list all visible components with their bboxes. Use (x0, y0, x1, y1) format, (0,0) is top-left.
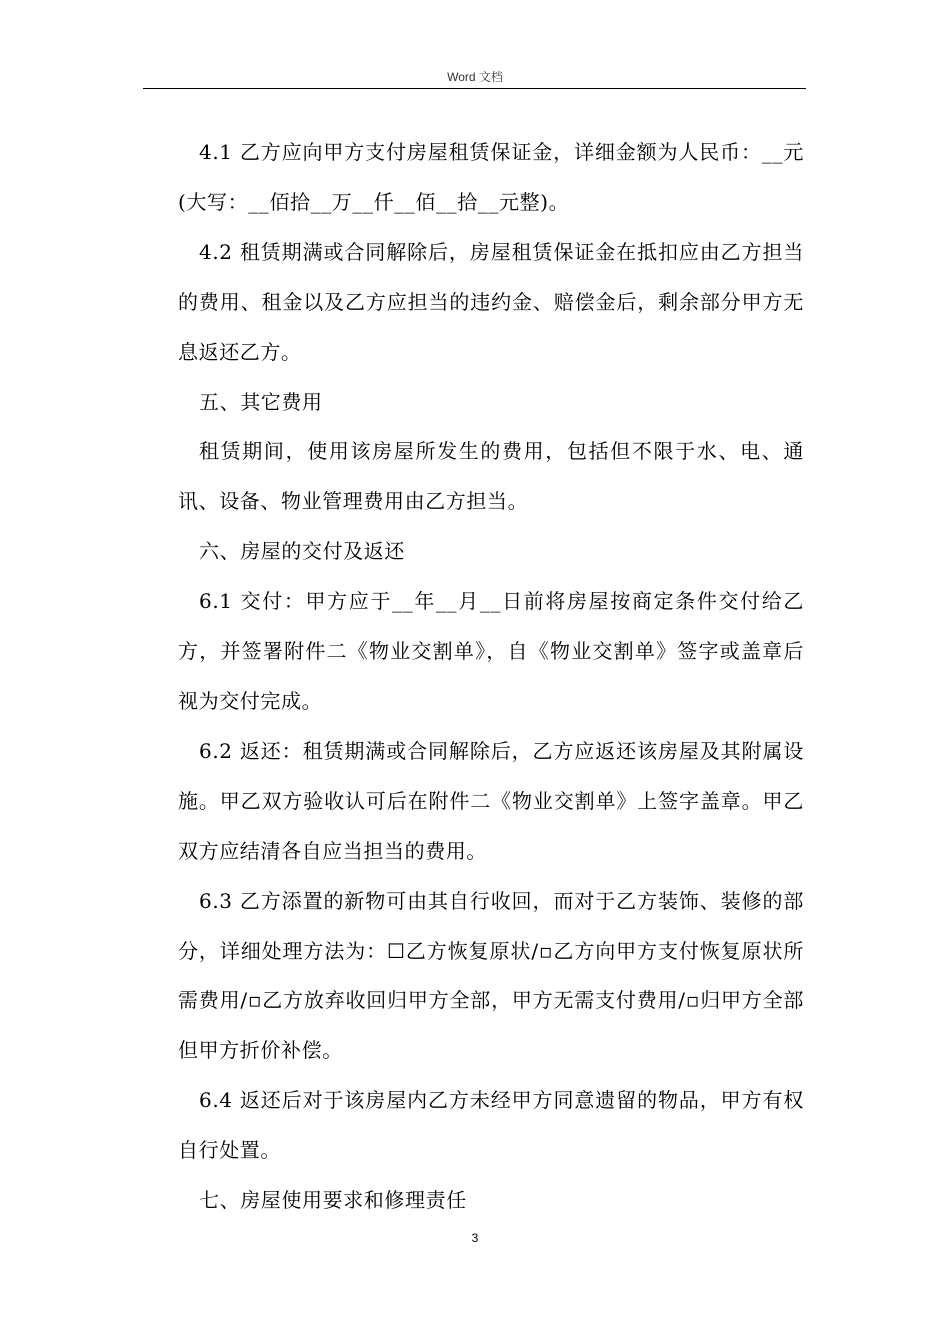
page-header-title: Word 文档 (447, 70, 503, 84)
clause-6-4: 6.4 返还后对于该房屋内乙方未经甲方同意遗留的物品，甲方有权自行处置。 (178, 1088, 804, 1163)
header-divider (143, 88, 806, 89)
clause-6-1: 6.1 交付：甲方应于__年__月__日前将房屋按商定条件交付给乙方，并签署附件二《物业交割单》，自《物业交割单》签字或盖章后视为交付完成。 (178, 589, 804, 713)
document-body (178, 128, 804, 1226)
clause-4-2: 4.2 租赁期满或合同解除后，房屋租赁保证金在抵扣应由乙方担当的费用、租金以及乙方应担当的违约金、赔偿金后，剩余部分甲方无息返还乙方。 (178, 239, 804, 364)
section-heading-7: 七、房屋使用要求和修理责任 (199, 1188, 467, 1213)
section-heading-6: 六、房屋的交付及返还 (199, 539, 405, 564)
clause-6-2: 6.2 返还：租赁期满或合同解除后，乙方应返还该房屋及其附属设施。甲乙双方验收认可后在附件二《物业交割单》上签字盖章。甲乙双方应结清各自应当担当的费用。 (178, 738, 804, 863)
section-heading-5: 五、其它费用 (199, 389, 323, 414)
clause-4-1: 4.1 乙方应向甲方支付房屋租赁保证金，详细金额为人民币：__元(大写：__佰拾__万__仟__佰__拾__元整)。 (178, 140, 804, 214)
page-number: 3 (471, 1231, 479, 1245)
clause-6-3: 6.3 乙方添置的新物可由其自行收回，而对于乙方装饰、装修的部分，详细处理方法为：☐乙方恢复原状/▫乙方向甲方支付恢复原状所需费用/▫乙方放弃收回归甲方全部，甲方无需支付费用/▫归甲方全部但甲方折价补偿。 (178, 888, 804, 1063)
section-5-paragraph: 租赁期间，使用该房屋所发生的费用，包括但不限于水、电、通讯、设备、物业管理费用由乙方担当。 (178, 439, 804, 514)
